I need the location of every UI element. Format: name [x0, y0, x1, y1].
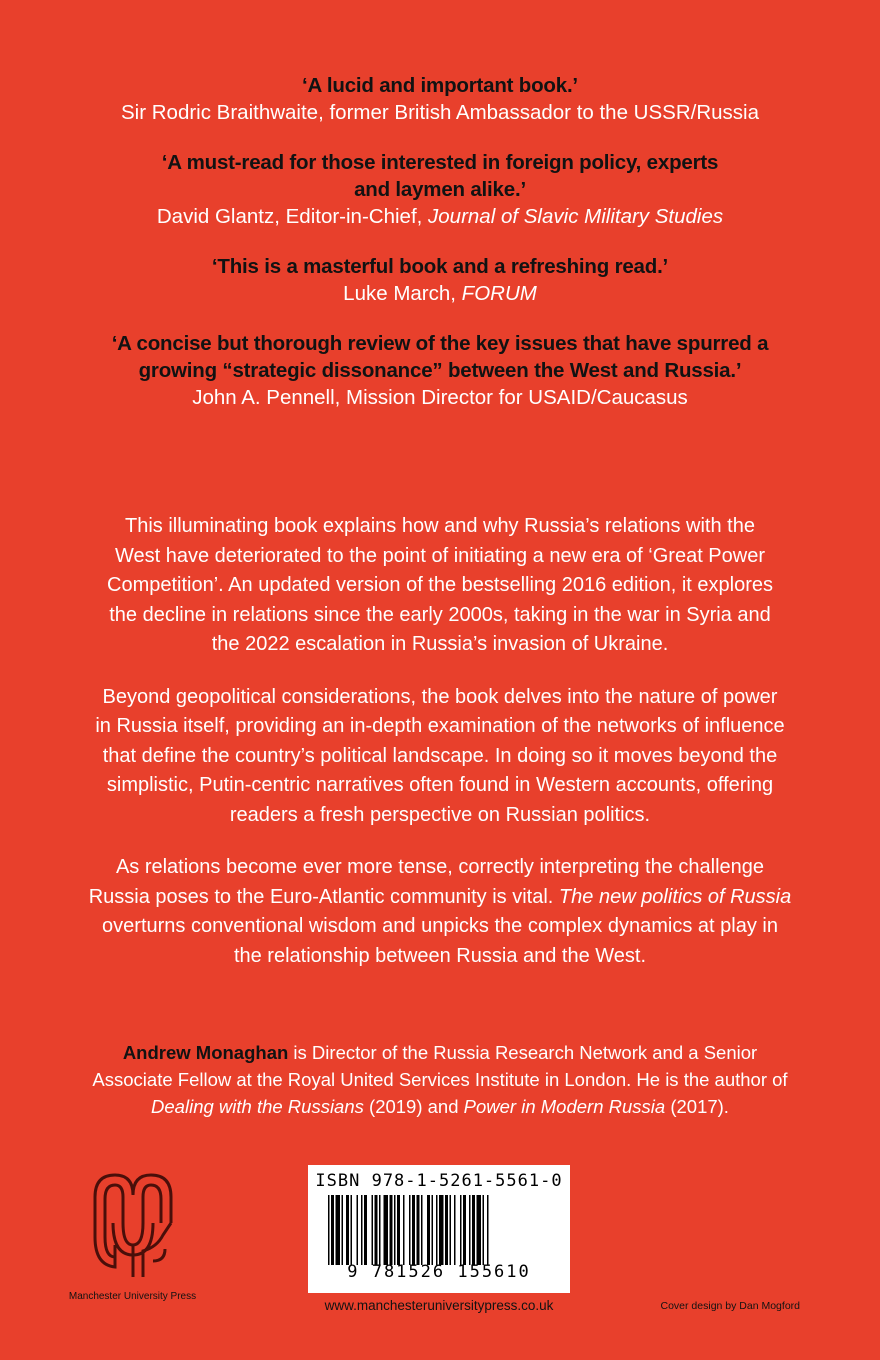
text-line: Competition’. An updated version of the bestselling 2016 edition, it explores — [107, 574, 773, 596]
publisher-website[interactable]: www.manchesteruniversitypress.co.uk — [324, 1298, 554, 1313]
text-line: is Director of the Russia Research Network and a Senior — [288, 1042, 758, 1063]
publisher-name: Manchester University Press — [68, 1291, 197, 1302]
attribution-person: Luke March, — [343, 282, 462, 305]
quote-text-line: ‘A must-read for those interested in foreign policy, experts — [161, 151, 719, 174]
text-line: overturns conventional wisdom and unpicks the complex dynamics at play in — [102, 915, 778, 937]
attribution-source: FORUM — [461, 282, 537, 305]
cover-design-credit: Cover design by Dan Mogford — [660, 1300, 800, 1312]
text-line: the decline in relations since the early 2000s, taking in the war in Syria and — [109, 603, 771, 626]
endorsement-1 — [0, 72, 880, 126]
author-name: Andrew Monaghan — [122, 1042, 289, 1063]
quote-text: ‘This is a masterful book and a refreshing read.’ — [211, 255, 669, 278]
publisher-logo — [60, 1165, 205, 1302]
endorsement-4 — [0, 330, 880, 411]
text-line: Beyond geopolitical considerations, the book delves into the nature of power — [102, 685, 778, 708]
author-bio — [70, 1039, 810, 1120]
text-line: As relations become ever more tense, correctly interpreting the challenge — [115, 856, 765, 878]
text-line: the 2022 escalation in Russia’s invasion of Ukraine. — [211, 633, 669, 655]
attribution-source: Journal of Slavic Military Studies — [428, 205, 724, 228]
quote-attribution — [0, 280, 880, 307]
text-line: simplistic, Putin-centric narratives often found in Western accounts, offering — [106, 774, 774, 796]
text-line: readers a fresh perspective on Russian politics. — [229, 803, 651, 826]
book-title: The new politics of Russia — [558, 885, 792, 908]
isbn-digits: 9 781526 155610 — [347, 1262, 531, 1282]
quote-attribution: John A. Pennell, Mission Director for USAID/Caucasus — [192, 386, 688, 409]
barcode-bars — [328, 1195, 550, 1265]
book-title: Dealing with the Russians — [151, 1096, 364, 1117]
quote-text: ‘A lucid and important book.’ — [302, 74, 578, 97]
text-line: Associate Fellow at the Royal United Services Institute in London. He is the author of — [92, 1069, 788, 1090]
book-description — [80, 512, 800, 994]
description-paragraph-1 — [80, 512, 800, 660]
text-line: This illuminating book explains how and why Russia’s relations with the — [125, 515, 755, 537]
endorsement-3 — [0, 253, 880, 307]
quote-text-line: and laymen alike.’ — [354, 178, 526, 201]
text-line: the relationship between Russia and the West. — [233, 944, 647, 967]
quote-attribution — [0, 203, 880, 230]
attribution-person: David Glantz, Editor-in-Chief, — [156, 205, 429, 228]
text-line: (2019) and — [363, 1096, 464, 1117]
text-line: in Russia itself, providing an in-depth examination of the networks of influence — [95, 715, 785, 737]
text-line: (2017). — [665, 1096, 729, 1117]
quote-text-line: ‘A concise but thorough review of the key issues that have spurred a — [111, 332, 769, 355]
text-line: West have deteriorated to the point of initiating a new era of ‘Great Power — [115, 544, 765, 567]
endorsements — [0, 72, 880, 434]
mup-monogram-icon — [85, 1165, 181, 1285]
quote-text-line: growing “strategic dissonance” between the West and Russia.’ — [138, 359, 742, 382]
isbn-label: ISBN 978-1-5261-5561-0 — [315, 1171, 563, 1191]
endorsement-2 — [0, 149, 880, 230]
quote-attribution: Sir Rodric Braithwaite, former British Ambassador to the USSR/Russia — [120, 101, 759, 124]
text-line: that define the country’s political landscape. In doing so it moves beyond the — [102, 744, 778, 767]
isbn-barcode — [308, 1165, 570, 1293]
book-title: Power in Modern Russia — [463, 1096, 666, 1117]
description-paragraph-3 — [80, 853, 800, 971]
description-paragraph-2 — [80, 683, 800, 831]
text-line: Russia poses to the Euro-Atlantic community is vital. — [88, 885, 559, 908]
